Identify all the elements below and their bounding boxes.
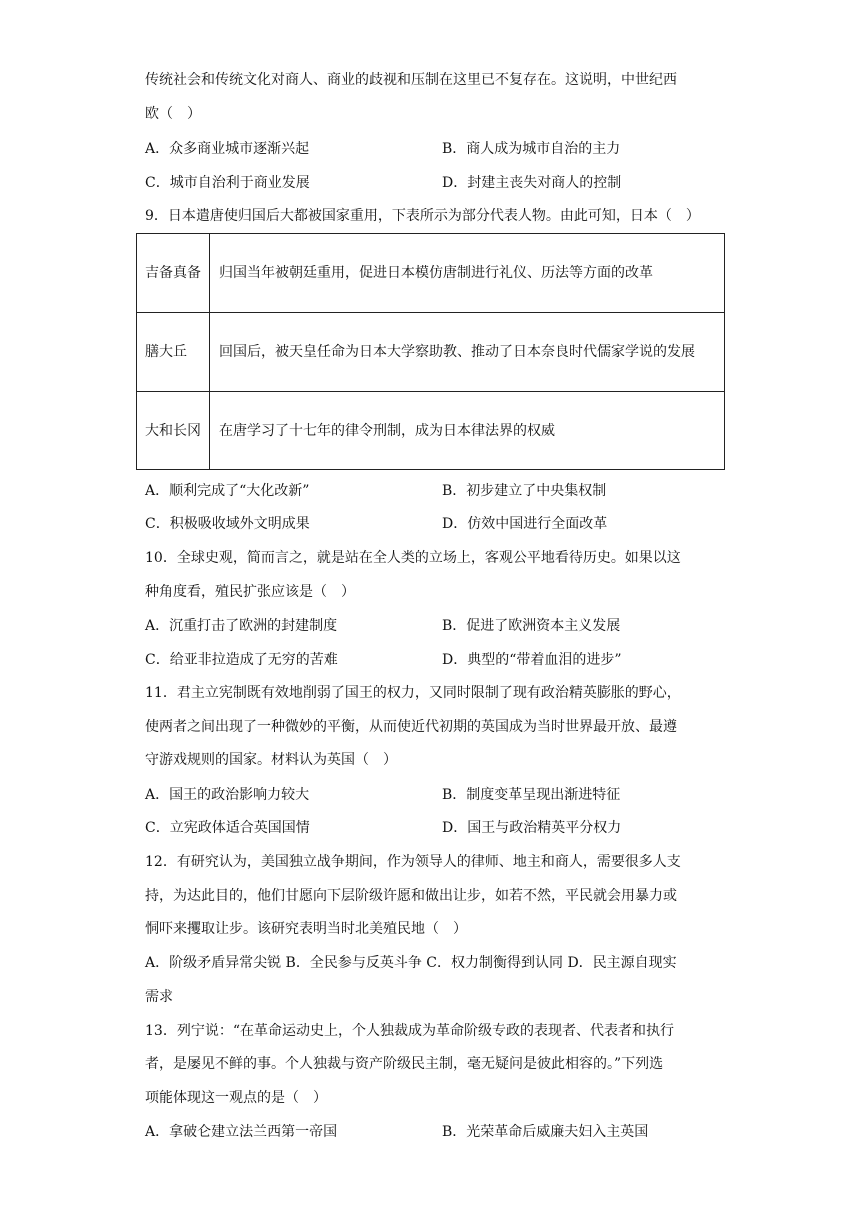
table-cell-desc: 回国后，被天皇任命为日本大学察助教、推动了日本奈良时代儒家学说的发展: [210, 313, 725, 392]
q13-stem-line-3: 项能体现这一观点的是（ ）: [145, 1090, 327, 1106]
q8-option-c: C．城市自治利于商业发展: [145, 175, 310, 191]
q8-stem-line-2: 欧（ ）: [145, 106, 201, 122]
q11-stem-line-3: 守游戏规则的国家。材料认为英国（ ）: [145, 752, 397, 768]
q9-stem: 9．日本遣唐使归国后大都被国家重用，下表所示为部分代表人物。由此可知，日本（ ）: [145, 208, 700, 224]
table-cell-name: 吉备真备: [137, 234, 210, 313]
q9-table: [136, 233, 725, 470]
q12-stem-line-2: 持，为达此目的，他们甘愿向下层阶级许愿和做出让步，如若不然，平民就会用暴力或: [145, 888, 677, 904]
q13-stem-line-2: 者，是屡见不鲜的事。个人独裁与资产阶级民主制，毫无疑问是彼此相容的。”下列选: [145, 1056, 664, 1072]
q11-stem-line-1: 11．君主立宪制既有效地削弱了国王的权力，又同时限制了现有政治精英膨胀的野心，: [145, 685, 681, 701]
table-cell-desc: 归国当年被朝廷重用，促进日本模仿唐制进行礼仪、历法等方面的改革: [210, 234, 725, 313]
q13-stem-line-1: 13．列宁说：“在革命运动史上，个人独裁成为革命阶级专政的表现者、代表者和执行: [145, 1023, 674, 1039]
q10-option-c: C．给亚非拉造成了无穷的苦难: [145, 652, 338, 668]
table-cell-name: 大和长冈: [137, 392, 210, 470]
q11-stem-line-2: 使两者之间出现了一种微妙的平衡，从而使近代初期的英国成为当时世界最开放、最遵: [145, 719, 677, 735]
q12-stem-line-3: 恫吓来攫取让步。该研究表明当时北美殖民地（ ）: [145, 921, 467, 937]
table-cell-desc: 在唐学习了十七年的律令刑制，成为日本律法界的权威: [210, 392, 725, 470]
q13-option-b: B．光荣革命后威廉夫妇入主英国: [442, 1124, 649, 1140]
q10-option-d: D．典型的“带着血泪的进步”: [442, 652, 622, 668]
q11-option-d: D．国王与政治精英平分权力: [442, 820, 622, 836]
q10-option-b: B．促进了欧洲资本主义发展: [442, 618, 621, 634]
q9-option-c: C．积极吸收域外文明成果: [145, 516, 310, 532]
q11-option-b: B．制度变革呈现出渐进特征: [442, 787, 621, 803]
q8-option-d: D．封建主丧失对商人的控制: [442, 175, 622, 191]
table-row: [137, 313, 725, 392]
q8-stem-line-1: 传统社会和传统文化对商人、商业的歧视和压制在这里已不复存在。这说明，中世纪西: [145, 72, 677, 88]
q10-stem-line-2: 种角度看，殖民扩张应该是（ ）: [145, 584, 355, 600]
q9-option-a: A．顺利完成了“大化改新”: [145, 483, 310, 499]
table-row: [137, 392, 725, 470]
q9-option-d: D．仿效中国进行全面改革: [442, 516, 608, 532]
q12-options-line-2: 需求: [145, 989, 173, 1005]
q8-option-b: B．商人成为城市自治的主力: [442, 141, 621, 157]
q10-option-a: A．沉重打击了欧洲的封建制度: [145, 618, 338, 634]
q11-option-a: A．国王的政治影响力较大: [145, 787, 310, 803]
table-cell-name: 膳大丘: [137, 313, 210, 392]
q10-stem-line-1: 10．全球史观，简而言之，就是站在全人类的立场上，客观公平地看待历史。如果以这: [145, 550, 681, 566]
q12-options-line-1: A．阶级矛盾异常尖锐 B．全民参与反英斗争 C．权力制衡得到认同 D．民主源自现实: [145, 955, 677, 971]
table-row: [137, 234, 725, 313]
q9-option-b: B．初步建立了中央集权制: [442, 483, 607, 499]
q11-option-c: C．立宪政体适合英国国情: [145, 820, 310, 836]
q8-option-a: A．众多商业城市逐渐兴起: [145, 141, 310, 157]
q13-option-a: A．拿破仑建立法兰西第一帝国: [145, 1124, 338, 1140]
q12-stem-line-1: 12．有研究认为，美国独立战争期间，作为领导人的律师、地主和商人，需要很多人支: [145, 854, 681, 870]
